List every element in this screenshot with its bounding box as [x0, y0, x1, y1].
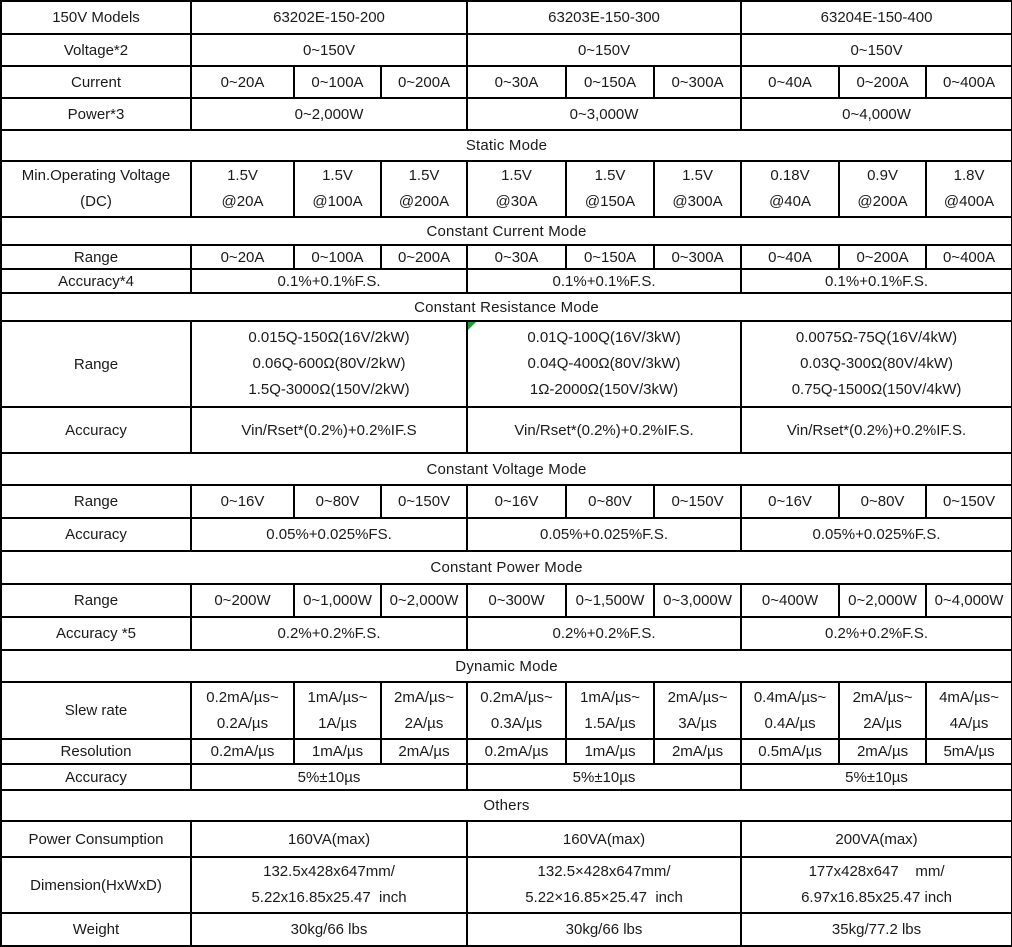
cell-text: 5%±10µs — [572, 768, 636, 786]
cell-line: 6.97x16.85x25.47 inch — [801, 889, 953, 906]
cell-text: 5%±10µs — [297, 768, 361, 786]
row-label — [1, 161, 191, 217]
value-cell — [926, 682, 1012, 739]
value-cell — [467, 34, 741, 66]
cell-line: @150A — [584, 193, 636, 210]
cell-flag-triangle-icon — [468, 322, 476, 330]
value-cell — [566, 739, 654, 764]
value-cell — [654, 739, 741, 764]
cell-line: 5.22x16.85x25.47 inch — [251, 889, 407, 906]
cell-line: @30A — [495, 193, 538, 210]
section-header: Others — [1, 790, 1012, 821]
cell-text: Vin/Rset*(0.2%)+0.2%IF.S. — [514, 421, 694, 439]
value-cell — [566, 485, 654, 518]
value-cell — [654, 161, 741, 217]
value-cell — [741, 407, 1012, 453]
value-cell — [741, 857, 1012, 913]
cell-text: 0~3,000W — [663, 592, 732, 609]
value-cell — [839, 739, 926, 764]
cell-text: 0~200A — [397, 73, 451, 91]
value-cell — [467, 518, 741, 551]
section-row — [1, 790, 1012, 821]
cell-text: 2mA/µs — [856, 743, 909, 760]
cell-text: 0~400A — [942, 73, 996, 91]
value-cell — [741, 485, 839, 518]
value-cell — [191, 584, 294, 617]
cell-text: 0.2mA/µs — [210, 743, 275, 760]
value-cell — [839, 66, 926, 98]
value-cell — [654, 245, 741, 269]
value-cell — [566, 245, 654, 269]
section-row — [1, 551, 1012, 584]
cell-text: 30kg/66 lbs — [290, 921, 368, 938]
value-cell — [741, 98, 1012, 130]
cell-line: 0.03Q-300Ω(80V/4kW) — [800, 355, 954, 372]
cell-text: 0~3,000W — [569, 105, 639, 123]
cell-text: 1mA/µs — [311, 743, 364, 760]
value-cell — [926, 739, 1012, 764]
cell-text: 0~200W — [214, 592, 271, 609]
cell-line: 132.5×428x647mm/ — [537, 863, 671, 880]
value-cell — [381, 682, 467, 739]
section-header: Dynamic Mode — [1, 650, 1012, 682]
cell-text: 0~40A — [768, 73, 812, 91]
cell-line: 1.5V — [408, 167, 440, 184]
value-cell — [654, 584, 741, 617]
value-cell — [191, 617, 467, 650]
table-row — [1, 764, 1012, 790]
section-row — [1, 217, 1012, 245]
cell-text: 0~4,000W — [842, 105, 911, 123]
cell-text: 200VA(max) — [835, 830, 918, 848]
value-cell — [566, 584, 654, 617]
value-cell — [467, 913, 741, 946]
cell-line: 1mA/µs~ — [307, 688, 368, 706]
value-cell — [294, 161, 381, 217]
value-cell — [839, 485, 926, 518]
table-row — [1, 584, 1012, 617]
cell-text: 0.2%+0.2%F.S. — [552, 625, 656, 642]
cell-text: 0.05%+0.025%FS. — [266, 526, 392, 543]
cell-text: 5%±10µs — [845, 768, 908, 786]
value-cell — [381, 584, 467, 617]
table-row — [1, 161, 1012, 217]
cell-line: @200A — [398, 193, 450, 210]
cell-line: 0.2mA/µs~ — [206, 688, 279, 706]
cell-text: 0~150V — [942, 493, 996, 510]
cell-text: Accuracy — [65, 526, 127, 543]
cell-text: 0.2mA/µs — [484, 743, 549, 760]
row-label — [1, 1, 191, 34]
value-cell — [191, 161, 294, 217]
value-cell — [467, 764, 741, 790]
cell-text: 0~150V — [397, 493, 451, 510]
table-row — [1, 269, 1012, 293]
cell-text: 160VA(max) — [287, 830, 371, 848]
row-label — [1, 617, 191, 650]
cell-line: 0.9V — [867, 167, 898, 184]
cell-line: 3A/µs — [678, 714, 717, 732]
section-header: Constant Current Mode — [1, 217, 1012, 245]
cell-line: 4A/µs — [949, 714, 989, 732]
table-row — [1, 245, 1012, 269]
cell-line: 5.22×16.85×25.47 inch — [525, 889, 683, 906]
cell-text: 1mA/µs — [584, 743, 636, 760]
value-cell — [839, 245, 926, 269]
table-row — [1, 66, 1012, 98]
row-label — [1, 34, 191, 66]
cell-text: Resolution — [60, 743, 132, 760]
value-cell — [191, 269, 467, 293]
cell-text: 5mA/µs — [943, 743, 995, 760]
cell-line: 1.8V — [953, 167, 985, 184]
section-row — [1, 650, 1012, 682]
section-header: Static Mode — [1, 130, 1012, 161]
cell-text: 0~2,000W — [294, 105, 364, 123]
cell-text: 0.1%+0.1%F.S. — [552, 272, 656, 290]
value-cell — [926, 66, 1012, 98]
value-cell — [191, 245, 294, 269]
cell-text: 63204E-150-400 — [820, 9, 933, 26]
cell-text: Power Consumption — [28, 830, 164, 848]
cell-line: 0.04Q-400Ω(80V/3kW) — [527, 355, 681, 372]
cell-line: @40A — [769, 193, 811, 210]
table-row — [1, 821, 1012, 857]
value-cell — [467, 821, 741, 857]
cell-text: 2mA/µs — [398, 743, 450, 760]
cell-line: @200A — [857, 193, 908, 210]
cell-line: 0.015Q-150Ω(16V/2kW) — [248, 329, 410, 346]
cell-text: 0.2%+0.2%F.S. — [277, 625, 381, 642]
cell-line: 0.3A/µs — [490, 714, 543, 732]
value-cell — [926, 245, 1012, 269]
cell-line: 2A/µs — [863, 714, 902, 732]
table-row — [1, 1, 1012, 34]
section-row — [1, 453, 1012, 485]
cell-line: 1.5V — [594, 167, 626, 184]
row-label — [1, 518, 191, 551]
cell-text: 0~2,000W — [848, 592, 917, 609]
cell-text: 0~80V — [860, 493, 905, 510]
value-cell — [191, 764, 467, 790]
cell-text: 0~150V — [671, 493, 724, 510]
row-label — [1, 269, 191, 293]
value-cell — [467, 245, 566, 269]
value-cell — [467, 1, 741, 34]
value-cell — [741, 913, 1012, 946]
cell-text: 0~400W — [761, 592, 819, 609]
value-cell — [381, 485, 467, 518]
cell-line: 0.4mA/µs~ — [753, 688, 827, 706]
section-row — [1, 293, 1012, 321]
cell-line: 2A/µs — [404, 714, 444, 732]
cell-line: 2mA/µs~ — [852, 688, 913, 706]
value-cell — [191, 739, 294, 764]
value-cell — [294, 584, 381, 617]
row-label — [1, 821, 191, 857]
value-cell — [381, 245, 467, 269]
cell-text: 0~1,000W — [303, 592, 372, 609]
cell-text: 0~16V — [768, 493, 812, 510]
cell-line: 1.5V — [501, 167, 532, 184]
value-cell — [741, 617, 1012, 650]
cell-text: 30kg/66 lbs — [565, 921, 643, 938]
value-cell — [381, 739, 467, 764]
cell-text: 0~150V — [577, 41, 631, 59]
cell-line: 2mA/µs~ — [667, 688, 728, 706]
cell-line: @20A — [221, 193, 264, 210]
section-row — [1, 130, 1012, 161]
value-cell — [741, 269, 1012, 293]
cell-text: Accuracy*4 — [58, 272, 134, 290]
value-cell — [191, 407, 467, 453]
row-label — [1, 485, 191, 518]
row-label — [1, 857, 191, 913]
cell-line: 0.18V — [770, 167, 810, 184]
cell-text: Voltage*2 — [63, 41, 129, 59]
section-header: Constant Power Mode — [1, 551, 1012, 584]
cell-text: 0~1,500W — [575, 592, 645, 609]
cell-text: 35kg/77.2 lbs — [831, 921, 922, 938]
row-label — [1, 98, 191, 130]
cell-line: 132.5x428x647mm/ — [263, 863, 395, 880]
cell-line: 0.4A/µs — [764, 714, 816, 732]
cell-text: 0.1%+0.1%F.S. — [277, 272, 381, 290]
value-cell — [566, 66, 654, 98]
value-cell — [191, 857, 467, 913]
value-cell — [294, 739, 381, 764]
cell-text: 0~150A — [583, 73, 637, 91]
cell-line: 1mA/µs~ — [580, 688, 640, 706]
cell-text: 2mA/µs — [671, 743, 724, 760]
table-row — [1, 34, 1012, 66]
cell-text: Accuracy — [65, 421, 127, 439]
value-cell — [294, 66, 381, 98]
value-cell — [467, 584, 566, 617]
cell-text: 0~16V — [494, 493, 539, 510]
value-cell — [839, 161, 926, 217]
cell-line: 1A/µs — [318, 714, 357, 732]
table-row — [1, 518, 1012, 551]
row-label — [1, 66, 191, 98]
cell-text: 0~200A — [397, 248, 451, 266]
value-cell — [467, 739, 566, 764]
value-cell — [467, 857, 741, 913]
value-cell — [926, 584, 1012, 617]
value-cell — [191, 682, 294, 739]
value-cell — [467, 485, 566, 518]
value-cell — [294, 245, 381, 269]
cell-text: 0~80V — [588, 493, 632, 510]
cell-text: 0~300A — [671, 248, 724, 266]
cell-text: 0~100A — [311, 73, 364, 91]
cell-text: 63202E-150-200 — [273, 9, 385, 26]
cell-text: 0~200A — [856, 73, 909, 91]
table-row — [1, 617, 1012, 650]
cell-text: 0~20A — [220, 248, 265, 266]
value-cell — [741, 161, 839, 217]
cell-text: 0~300W — [488, 592, 545, 609]
cell-line: Min.Operating Voltage — [21, 167, 171, 184]
cell-line: 0.75Q-1500Ω(150V/4kW) — [791, 381, 962, 398]
table-row — [1, 321, 1012, 407]
value-cell — [467, 269, 741, 293]
value-cell — [191, 98, 467, 130]
cell-text: Range — [73, 355, 119, 373]
cell-text: Slew rate — [64, 702, 128, 719]
row-label — [1, 321, 191, 407]
row-label — [1, 913, 191, 946]
cell-text: Vin/Rset*(0.2%)+0.2%IF.S — [241, 421, 417, 439]
table-row — [1, 913, 1012, 946]
cell-text: 0~80V — [315, 493, 360, 510]
value-cell — [381, 161, 467, 217]
table-row — [1, 485, 1012, 518]
value-cell — [467, 682, 566, 739]
value-cell — [654, 66, 741, 98]
value-cell — [467, 407, 741, 453]
cell-text: 0~20A — [220, 73, 265, 91]
cell-text: 0~300A — [671, 73, 724, 91]
value-cell — [191, 913, 467, 946]
table-row — [1, 407, 1012, 453]
cell-line: 1.5V — [682, 167, 713, 184]
cell-line: 1.5A/µs — [584, 714, 636, 732]
value-cell — [741, 821, 1012, 857]
value-cell — [191, 485, 294, 518]
value-cell — [294, 485, 381, 518]
value-cell — [467, 617, 741, 650]
row-label — [1, 739, 191, 764]
value-cell — [191, 34, 467, 66]
value-cell — [741, 739, 839, 764]
table-row — [1, 857, 1012, 913]
cell-line: @300A — [672, 193, 723, 210]
cell-text: Range — [73, 493, 119, 510]
cell-text: 0.1%+0.1%F.S. — [825, 272, 929, 290]
cell-text: Accuracy *5 — [55, 625, 137, 642]
value-cell — [926, 161, 1012, 217]
value-cell — [741, 66, 839, 98]
row-label — [1, 407, 191, 453]
value-cell — [467, 161, 566, 217]
row-label — [1, 245, 191, 269]
cell-text: Range — [73, 248, 119, 266]
cell-text: Current — [70, 73, 122, 91]
section-header: Constant Resistance Mode — [1, 293, 1012, 321]
cell-text: Range — [73, 592, 119, 609]
value-cell — [926, 485, 1012, 518]
value-cell — [839, 682, 926, 739]
row-label — [1, 764, 191, 790]
cell-text: Power*3 — [67, 105, 125, 123]
cell-text: 0~150V — [850, 41, 903, 59]
value-cell — [191, 321, 467, 407]
cell-text: 0~16V — [220, 493, 265, 510]
value-cell — [741, 245, 839, 269]
value-cell — [467, 66, 566, 98]
value-cell — [741, 584, 839, 617]
cell-line: 1.5V — [227, 167, 258, 184]
table-row — [1, 682, 1012, 739]
cell-text: 0~30A — [494, 248, 539, 266]
cell-text: 0~400A — [942, 248, 996, 266]
cell-line: @100A — [312, 193, 363, 210]
cell-line: 0.06Q-600Ω(80V/2kW) — [252, 355, 406, 372]
cell-line: 0.2mA/µs~ — [480, 688, 553, 706]
spec-table-body — [1, 1, 1012, 946]
row-label — [1, 584, 191, 617]
cell-text: 0~200A — [856, 248, 909, 266]
cell-text: 0~4,000W — [934, 592, 1004, 609]
cell-text: 0.05%+0.025%F.S. — [812, 526, 941, 543]
value-cell — [654, 485, 741, 518]
cell-text: 63203E-150-300 — [548, 9, 660, 26]
cell-line: 2mA/µs~ — [394, 688, 454, 706]
cell-line: 0.01Q-100Q(16V/3kW) — [527, 329, 681, 346]
value-cell — [741, 518, 1012, 551]
cell-text: 0~150A — [583, 248, 637, 266]
cell-text: 160VA(max) — [562, 830, 646, 848]
table-row — [1, 98, 1012, 130]
cell-line: 4mA/µs~ — [939, 688, 999, 706]
cell-text: Vin/Rset*(0.2%)+0.2%IF.S. — [786, 421, 967, 439]
cell-text: 0.2%+0.2%F.S. — [825, 625, 929, 642]
value-cell — [654, 682, 741, 739]
value-cell — [741, 321, 1012, 407]
cell-line: 1.5V — [322, 167, 353, 184]
cell-text: 0~150V — [302, 41, 356, 59]
value-cell — [566, 682, 654, 739]
value-cell — [294, 682, 381, 739]
value-cell — [839, 584, 926, 617]
value-cell — [191, 518, 467, 551]
value-cell — [191, 821, 467, 857]
cell-text: 0.05%+0.025%F.S. — [540, 526, 669, 543]
cell-text: 0~100A — [311, 248, 364, 266]
cell-line: @400A — [943, 193, 995, 210]
cell-text: 150V Models — [52, 9, 140, 26]
cell-text: 0.5mA/µs — [758, 743, 822, 760]
cell-text: Weight — [72, 921, 120, 938]
value-cell — [741, 34, 1012, 66]
cell-text: 0~40A — [768, 248, 812, 266]
cell-line: 1Ω-2000Ω(150V/3kW) — [529, 381, 679, 398]
cell-line: (DC) — [80, 193, 112, 210]
value-cell — [741, 764, 1012, 790]
section-header: Constant Voltage Mode — [1, 453, 1012, 485]
cell-text: 0~30A — [494, 73, 539, 91]
value-cell — [741, 682, 839, 739]
cell-text: Accuracy — [65, 768, 127, 786]
value-cell — [566, 161, 654, 217]
value-cell — [741, 1, 1012, 34]
cell-text: Dimension(HxWxD) — [30, 876, 162, 894]
table-row — [1, 739, 1012, 764]
cell-text: 0~2,000W — [389, 592, 459, 609]
cell-line: 177x428x647 mm/ — [808, 863, 945, 880]
value-cell — [467, 98, 741, 130]
value-cell — [381, 66, 467, 98]
row-label — [1, 682, 191, 739]
value-cell — [191, 1, 467, 34]
cell-line: 1.5Q-3000Ω(150V/2kW) — [248, 381, 410, 398]
cell-line: 0.2A/µs — [216, 714, 269, 732]
value-cell — [191, 66, 294, 98]
value-cell — [467, 321, 741, 407]
cell-line: 0.0075Ω-75Q(16V/4kW) — [795, 329, 958, 346]
